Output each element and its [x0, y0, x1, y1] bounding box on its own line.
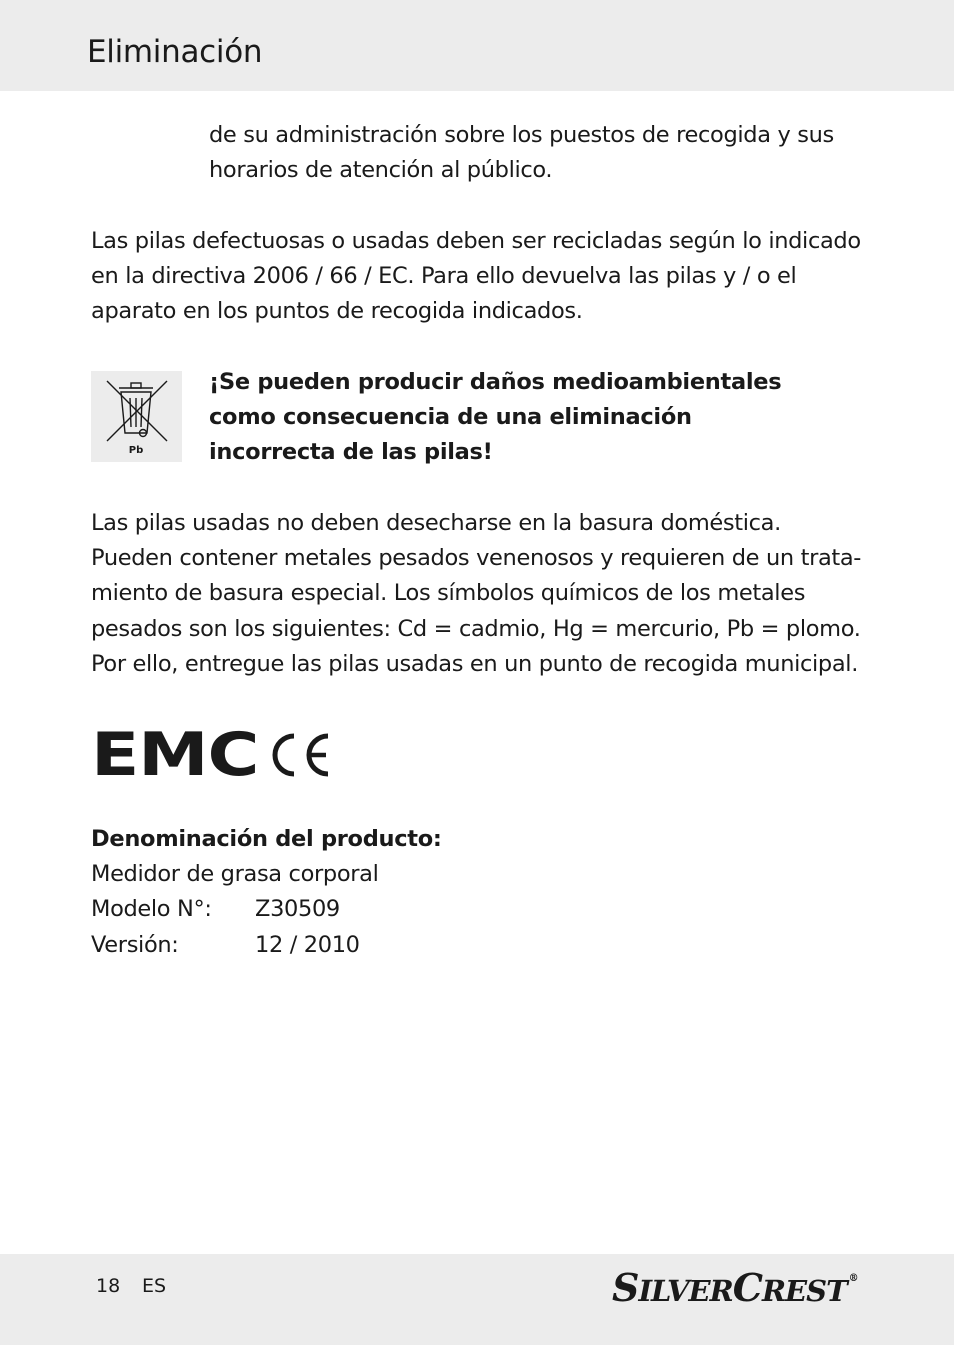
ce-mark-icon: [266, 730, 332, 780]
crossed-out-bin-svg: [91, 371, 182, 462]
text-line: de su administración sobre los puestos de recogida y sus: [209, 122, 834, 148]
page-title: Eliminación: [87, 34, 263, 70]
warning-line: incorrecta de las pilas!: [209, 439, 493, 466]
version-label: Versión:: [91, 931, 179, 958]
logo-part: C: [732, 1265, 762, 1310]
logo-part: REST: [761, 1274, 847, 1308]
page-header: [0, 0, 954, 91]
emc-ce-marking: [91, 720, 259, 790]
intro-paragraph: [209, 118, 834, 188]
silvercrest-logo: [612, 1265, 858, 1310]
text-line: Las pilas defectuosas o usadas deben ser recicladas según lo indicado: [91, 228, 861, 254]
logo-part: ILVER: [638, 1274, 733, 1308]
registered-mark: ®: [848, 1273, 858, 1284]
battery-paragraph: [91, 224, 861, 330]
model-value: Z30509: [255, 896, 340, 923]
text-line: aparato en los puntos de recogida indicados.: [91, 298, 583, 325]
product-info: [91, 822, 442, 963]
metals-paragraph: [91, 506, 861, 682]
page-number: 18: [96, 1275, 121, 1297]
text-line: en la directiva 2006 / 66 / EC. Para ello devuelva las pilas y / o el: [91, 263, 797, 290]
warning-line: como consecuencia de una eliminación: [209, 404, 692, 431]
language-code: ES: [142, 1275, 167, 1297]
product-heading: Denominación del producto:: [91, 826, 442, 852]
text-line: pesados son los siguientes: Cd = cadmio, Hg = mercurio, Pb = plomo.: [91, 615, 861, 642]
emc-label: EMC: [91, 720, 259, 790]
model-label: Modelo N°:: [91, 896, 212, 923]
bin-label: Pb: [128, 445, 144, 456]
version-row: [91, 928, 442, 963]
text-line: Por ello, entregue las pilas usadas en un punto de recogida municipal.: [91, 650, 859, 677]
model-row: [91, 892, 442, 927]
crossed-out-bin-icon: [91, 371, 182, 462]
version-value: 12 / 2010: [255, 931, 360, 958]
logo-part: S: [612, 1265, 639, 1310]
text-line: Las pilas usadas no deben desecharse en la basura doméstica.: [91, 510, 781, 536]
warning-text: [209, 365, 781, 471]
product-name: Medidor de grasa corporal: [91, 861, 379, 888]
text-line: Pueden contener metales pesados venenosos y requieren de un trata-: [91, 545, 862, 572]
text-line: horarios de atención al público.: [209, 157, 553, 184]
text-line: miento de basura especial. Los símbolos químicos de los metales: [91, 580, 806, 607]
warning-line: ¡Se pueden producir daños medioambientales: [209, 369, 782, 395]
